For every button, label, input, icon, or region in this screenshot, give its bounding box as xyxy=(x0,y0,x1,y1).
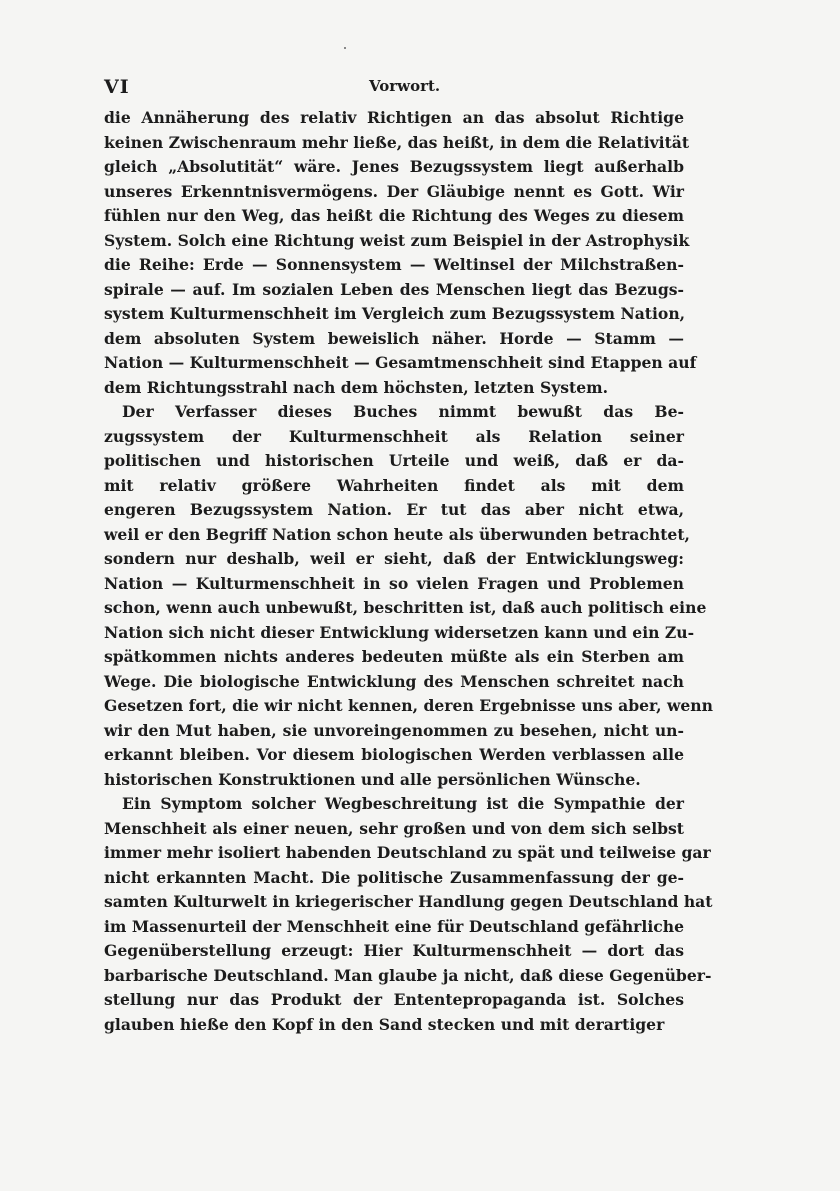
text-line: System. Solch eine Richtung weist zum Beispiel in der Astrophysik xyxy=(104,230,690,250)
text-line: Gegenüberstellung erzeugt: Hier Kulturmenschheit — dort das xyxy=(104,941,684,960)
text-line: dem absoluten System beweislich näher. Horde — Stamm — xyxy=(104,328,684,348)
text-line: glauben hieße den Kopf in den Sand stecken und mit derartiger xyxy=(104,1014,665,1034)
text-line: unseres Erkenntnisvermögens. Der Gläubige nennt es Gott. Wir xyxy=(104,181,684,201)
text-line: Nation — Kulturmenschheit in so vielen Fragen und Problemen xyxy=(104,573,684,593)
text-line: immer mehr isoliert habenden Deutschland zu spät und teilweise gar xyxy=(104,843,711,862)
text-line: system Kulturmenschheit im Vergleich zum Bezugssystem Nation, xyxy=(104,304,686,323)
paragraph xyxy=(104,792,713,1037)
text-line: Ein Symptom solcher Wegbeschreitung ist die Sympathie der xyxy=(122,794,684,813)
text-line: Nation — Kulturmenschheit — Gesamtmenschheit sind Etappen auf xyxy=(104,353,697,372)
text-line: fühlen nur den Weg, das heißt die Richtung des Weges zu diesem xyxy=(104,206,684,225)
text-line: Nation sich nicht dieser Entwicklung widersetzen kann und ein Zu- xyxy=(104,622,695,642)
text-line: historischen Konstruktionen und alle persönlichen Wünsche. xyxy=(104,769,641,789)
text-line: Gesetzen fort, die wir nicht kennen, deren Ergebnisse uns aber, wenn xyxy=(104,696,713,715)
text-line: samten Kulturwelt in kriegerischer Handlung gegen Deutschland hat xyxy=(104,892,713,911)
text-line: stellung nur das Produkt der Ententepropaganda ist. Solches xyxy=(104,990,684,1009)
text-line: spirale — auf. Im sozialen Leben des Menschen liegt das Bezugs- xyxy=(104,279,684,299)
text-line: zugssystem der Kulturmenschheit als Relation seiner xyxy=(104,426,684,446)
body-text xyxy=(104,106,713,1037)
text-line: gleich „Absolutität“ wäre. Jenes Bezugssystem liegt außerhalb xyxy=(104,157,684,176)
paragraph xyxy=(104,400,713,792)
text-line: Der Verfasser dieses Buches nimmt bewußt das Be- xyxy=(122,402,684,421)
text-line: erkannt bleiben. Vor diesem biologischen Werden verblassen alle xyxy=(104,745,684,764)
text-line: politischen und historischen Urteile und weiß, daß er da- xyxy=(104,451,684,470)
text-line: die Reihe: Erde — Sonnensystem — Weltinsel der Milchstraßen- xyxy=(104,255,684,274)
text-line: mit relativ größere Wahrheiten findet als mit dem xyxy=(104,475,684,495)
text-line: wir den Mut haben, sie unvoreingenommen zu besehen, nicht un- xyxy=(104,720,684,740)
text-line: Wege. Die biologische Entwicklung des Menschen schreitet nach xyxy=(104,671,684,691)
print-speck xyxy=(344,47,346,49)
text-line: dem Richtungsstrahl nach dem höchsten, letzten System. xyxy=(104,377,609,397)
text-line: nicht erkannten Macht. Die politische Zusammenfassung der ge- xyxy=(104,867,684,887)
text-line: im Massenurteil der Menschheit eine für Deutschland gefährliche xyxy=(104,916,684,936)
page-header xyxy=(104,76,684,104)
text-line: engeren Bezugssystem Nation. Er tut das aber nicht etwa, xyxy=(104,500,684,519)
text-line: schon, wenn auch unbewußt, beschritten ist, daß auch politisch eine xyxy=(104,598,707,617)
text-line: spätkommen nichts anderes bedeuten müßte als ein Sterben am xyxy=(104,647,684,666)
text-line: keinen Zwischenraum mehr ließe, das heißt, in dem die Relativität xyxy=(104,132,690,152)
running-head: Vorwort. xyxy=(369,77,441,95)
text-line: weil er den Begriff Nation schon heute als überwunden betrachtet, xyxy=(104,524,690,544)
page-number: VI xyxy=(104,76,130,98)
text-line: Menschheit als einer neuen, sehr großen und von dem sich selbst xyxy=(104,818,684,838)
text-line: sondern nur deshalb, weil er sieht, daß der Entwicklungsweg: xyxy=(104,549,684,568)
paragraph xyxy=(104,106,697,400)
text-line: die Annäherung des relativ Richtigen an das absolut Richtige xyxy=(104,108,684,127)
text-line: barbarische Deutschland. Man glaube ja nicht, daß diese Gegenüber- xyxy=(104,965,712,985)
